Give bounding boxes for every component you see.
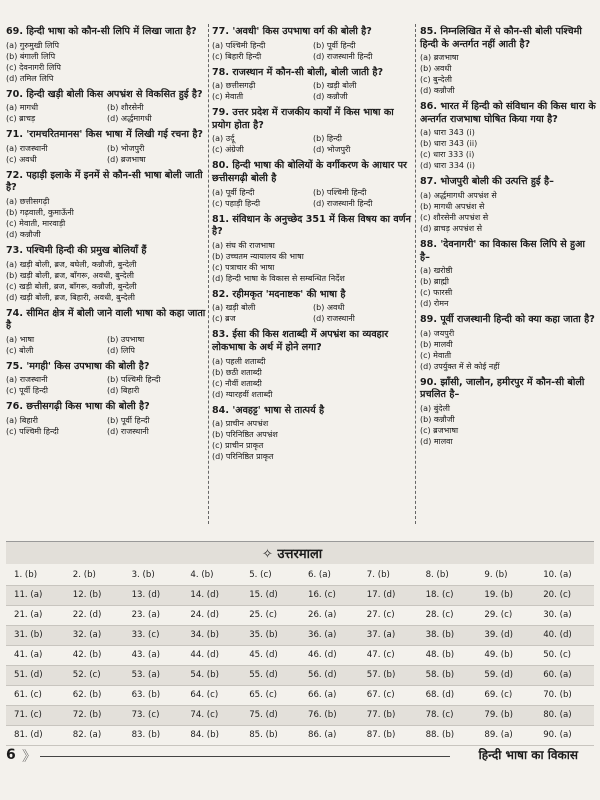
answer-cell: 87. (b) xyxy=(366,730,396,740)
answer-option: (a) संघ की राजभाषा xyxy=(212,240,275,250)
question-text: 86. भारत में हिन्दी को संविधान की किस धारा के अन्तर्गत राजभाषा घोषित किया गया है? xyxy=(420,101,596,125)
options-list xyxy=(212,356,412,400)
answer-cell: 65. (c) xyxy=(249,690,278,700)
options-list xyxy=(6,196,206,240)
answer-cell: 12. (b) xyxy=(72,590,102,600)
answer-option: (a) बिहारी xyxy=(6,415,38,425)
answer-cell: 80. (a) xyxy=(543,710,572,720)
page-footer xyxy=(0,740,600,800)
answer-option: (c) पूर्वी हिन्दी xyxy=(6,386,48,396)
answer-cell: 58. (b) xyxy=(425,670,455,680)
answer-cell: 29. (c) xyxy=(484,610,513,620)
answer-cell: 45. (d) xyxy=(249,650,278,660)
answer-cell: 55. (d) xyxy=(249,670,278,680)
answer-cell: 28. (c) xyxy=(425,610,454,620)
answer-option: (b) पश्चिमी हिन्दी xyxy=(107,375,161,385)
answer-cell: 68. (d) xyxy=(425,690,455,700)
answer-cell: 34. (b) xyxy=(190,630,219,640)
answer-cell: 79. (b) xyxy=(484,710,513,720)
answer-option: (c) ब्राचड़ xyxy=(6,114,36,124)
options-list xyxy=(6,259,206,303)
question-block xyxy=(6,89,206,125)
answer-option: (a) राजस्थानी xyxy=(6,375,48,385)
answer-cell: 13. (d) xyxy=(131,590,161,600)
page-number: 6 xyxy=(6,747,16,763)
answer-cell: 61. (c) xyxy=(14,690,42,700)
answer-option: (a) पश्चिमी हिन्दी xyxy=(212,40,266,50)
options-list xyxy=(6,374,206,396)
question-block xyxy=(6,361,206,397)
answer-option: (d) ब्रजभाषा xyxy=(107,154,146,164)
answer-option: (b) पश्चिमी हिन्दी xyxy=(313,187,367,197)
answer-option: (d) हिन्दी भाषा के विकास से सम्बन्धित निर्देश xyxy=(212,273,345,283)
answer-option: (a) जयपुरी xyxy=(420,328,455,338)
question-text: 69. हिन्दी भाषा को कौन-सी लिपि में लिखा जाता है? xyxy=(6,26,197,37)
answer-cell: 43. (a) xyxy=(131,650,160,660)
answer-option: (c) ब्रजभाषा xyxy=(420,425,459,435)
answer-option: (b) छठी शताब्दी xyxy=(212,367,262,377)
answer-option: (d) धारा 334 (i) xyxy=(420,161,476,171)
answer-cell: 26. (a) xyxy=(307,610,337,620)
options-list xyxy=(212,80,412,102)
question-text: 76. छत्तीसगढ़ी किस भाषा की बोली है? xyxy=(6,401,150,413)
answer-cell: 69. (c) xyxy=(484,690,513,700)
answer-cell: 49. (b) xyxy=(484,650,513,660)
answer-cell: 35. (b) xyxy=(249,630,278,640)
answer-option: (a) खरोष्ठी xyxy=(420,266,453,276)
answer-option: (a) अर्द्धमागधी अपभ्रंश से xyxy=(420,190,497,200)
answer-cell: 82. (a) xyxy=(72,730,102,740)
answer-cell: 9. (b) xyxy=(484,570,508,580)
options-list xyxy=(212,187,412,209)
answer-cell: 52. (c) xyxy=(72,670,101,680)
question-block xyxy=(420,101,598,171)
answer-option: (b) ब्राह्मी xyxy=(420,277,449,287)
answer-key-header xyxy=(6,541,594,564)
chevron-right-icon: 》 xyxy=(22,749,36,765)
answer-cell: 75. (d) xyxy=(249,710,278,720)
question-column-2 xyxy=(212,26,412,467)
answer-option: (b) हिन्दी xyxy=(313,134,342,144)
answer-cell: 22. (d) xyxy=(72,610,102,620)
question-text: 73. पश्चिमी हिन्दी की प्रमुख बोलियाँ हैं xyxy=(6,244,147,256)
question-block xyxy=(212,67,412,103)
answer-option: (d) खड़ी बोली, ब्रज, बिहारी, अवधी, बुन्देली xyxy=(6,292,135,302)
answer-cell: 70. (b) xyxy=(543,690,572,700)
answer-row xyxy=(6,646,594,666)
answer-option: (c) शौरसेनी अपभ्रंश से xyxy=(420,212,489,222)
answer-option: (d) ब्राचड़ अपभ्रंश से xyxy=(420,223,483,233)
answer-option: (a) पहली शताब्दी xyxy=(212,356,266,366)
footer-rule xyxy=(40,756,450,757)
answer-cell: 44. (d) xyxy=(190,650,219,660)
answer-option: (b) परिनिष्ठित अपभ्रंश xyxy=(212,430,278,440)
question-text: 79. उत्तर प्रदेश में राजकीय कार्यों में किस भाषा का प्रयोग होता है? xyxy=(212,107,394,131)
column-divider xyxy=(415,24,416,524)
question-column-3 xyxy=(420,26,598,452)
answer-cell: 64. (c) xyxy=(190,690,219,700)
options-list xyxy=(6,143,206,165)
question-block xyxy=(420,314,598,372)
book-title: हिन्दी भाषा का विकास xyxy=(478,748,578,762)
answer-row xyxy=(6,626,594,646)
answer-option: (a) बुंदेली xyxy=(420,403,450,413)
options-list xyxy=(420,127,598,171)
answer-option: (d) राजस्थानी हिन्दी xyxy=(313,51,373,61)
answer-option: (a) छत्तीसगढ़ी xyxy=(6,196,50,206)
answer-cell: 16. (c) xyxy=(307,590,336,600)
answer-cell: 62. (b) xyxy=(72,690,102,700)
question-text: 89. पूर्वी राजस्थानी हिन्दी को क्या कहा जाता है? xyxy=(420,314,595,326)
answer-option: (c) बुन्देली xyxy=(420,75,452,85)
answer-option: (c) देवनागरी लिपि xyxy=(6,62,61,72)
answer-cell: 23. (a) xyxy=(131,610,160,620)
question-text: 77. 'अवधी' किस उपभाषा वर्ग की बोली है? xyxy=(212,26,372,37)
answer-cell: 31. (b) xyxy=(14,630,43,640)
answer-option: (b) उच्चतम न्यायालय की भाषा xyxy=(212,251,304,261)
answer-option: (b) मालवी xyxy=(420,339,453,349)
answer-option: (d) राजस्थानी xyxy=(107,426,149,436)
question-block xyxy=(212,107,412,155)
answer-cell: 89. (a) xyxy=(484,730,513,740)
answer-option: (c) अंग्रेजी xyxy=(212,145,244,155)
answer-cell: 57. (b) xyxy=(366,670,396,680)
answer-option: (c) ब्रज xyxy=(212,314,236,324)
options-list xyxy=(420,328,598,372)
answer-option: (d) भोजपुरी xyxy=(313,145,351,155)
question-text: 78. राजस्थान में कौन-सी बोली, बोली जाती है? xyxy=(212,66,384,78)
answer-option: (c) अवधी xyxy=(6,154,37,164)
answer-cell: 25. (c) xyxy=(249,610,278,620)
answer-cell: 40. (d) xyxy=(543,630,572,640)
answer-cell: 83. (b) xyxy=(131,730,161,740)
answer-option: (c) मेवाती, मारवाड़ी xyxy=(6,218,66,228)
answer-option: (b) पूर्वी हिन्दी xyxy=(107,415,150,425)
question-text: 82. रहीमकृत 'मदनाष्टक' की भाषा है xyxy=(212,288,346,300)
answer-option: (a) भाषा xyxy=(6,334,35,344)
answer-option: (b) अवधी xyxy=(313,303,345,313)
answer-option: (c) प्राचीन प्राकृत xyxy=(212,441,264,451)
answer-cell: 42. (b) xyxy=(72,650,102,660)
question-block xyxy=(212,160,412,208)
answer-option: (d) मालवा xyxy=(420,436,453,446)
answer-cell: 17. (d) xyxy=(366,590,396,600)
answer-cell: 51. (d) xyxy=(14,670,43,680)
answer-cell: 24. (d) xyxy=(190,610,219,620)
answer-cell: 20. (c) xyxy=(543,590,572,600)
options-list xyxy=(6,415,206,437)
answer-cell: 90. (a) xyxy=(543,730,572,740)
answer-cell: 27. (c) xyxy=(366,610,395,620)
question-text: 81. संविधान के अनुच्छेद 351 में किस विषय का वर्णन है? xyxy=(212,213,411,238)
answer-cell: 86. (a) xyxy=(307,730,337,740)
answer-cell: 78. (c) xyxy=(425,710,454,720)
options-list xyxy=(212,418,412,462)
answer-option: (a) धारा 343 (i) xyxy=(420,128,475,138)
answer-cell: 11. (a) xyxy=(14,590,43,600)
answer-cell: 39. (d) xyxy=(484,630,513,640)
options-list xyxy=(6,102,206,124)
answer-key-title: ✧ उत्तरमाला xyxy=(262,547,323,562)
answer-option: (d) उपर्युक्त में से कोई नहीं xyxy=(420,361,500,371)
answer-cell: 56. (d) xyxy=(307,670,337,680)
answer-cell: 3. (b) xyxy=(131,570,155,580)
answer-option: (b) गढ़वाली, कुमाऊँनी xyxy=(6,207,74,217)
answer-cell: 33. (c) xyxy=(131,630,160,640)
answer-option: (c) पहाड़ी हिन्दी xyxy=(212,198,261,208)
options-list xyxy=(212,40,412,62)
answer-cell: 77. (b) xyxy=(366,710,396,720)
answer-cell: 6. (a) xyxy=(307,570,331,580)
options-list xyxy=(212,133,412,155)
options-list xyxy=(6,40,206,84)
answer-option: (d) अर्द्धमागधी xyxy=(107,114,152,124)
question-text: 80. हिन्दी भाषा की बोलियों के वर्गीकरण के आधार पर छत्तीसगढ़ी बोली है xyxy=(212,160,407,184)
question-text: 75. 'मगही' किस उपभाषा की बोली है? xyxy=(6,360,150,372)
answer-cell: 47. (c) xyxy=(366,650,395,660)
answer-option: (b) धारा 343 (ii) xyxy=(420,139,478,149)
answer-option: (b) भोजपुरी xyxy=(107,143,145,153)
answer-cell: 85. (b) xyxy=(249,730,278,740)
answer-option: (b) खड़ी बोली xyxy=(313,81,357,91)
question-block xyxy=(212,405,412,463)
answer-option: (d) ग्यारहवीं शताब्दी xyxy=(212,389,273,399)
options-list xyxy=(420,52,598,96)
answer-option: (b) अवधी xyxy=(420,64,452,74)
options-list xyxy=(420,265,598,309)
answer-cell: 63. (b) xyxy=(131,690,161,700)
answer-option: (d) राजस्थानी हिन्दी xyxy=(313,198,373,208)
answer-option: (d) कन्नौजी xyxy=(420,86,455,96)
answer-option: (a) उर्दू xyxy=(212,134,235,144)
answer-row xyxy=(6,666,594,686)
answer-option: (b) कन्नौजी xyxy=(420,414,455,424)
answer-cell: 30. (a) xyxy=(543,610,572,620)
answer-cell: 84. (b) xyxy=(190,730,219,740)
answer-cell: 54. (b) xyxy=(190,670,219,680)
answer-option: (c) बिहारी हिन्दी xyxy=(212,51,262,61)
answer-cell: 32. (a) xyxy=(72,630,102,640)
answer-cell: 15. (d) xyxy=(249,590,278,600)
answer-option: (a) ब्रजभाषा xyxy=(420,53,459,63)
answer-row xyxy=(6,586,594,606)
question-block xyxy=(6,129,206,165)
answer-cell: 72. (b) xyxy=(72,710,102,720)
options-list xyxy=(6,334,206,356)
question-block xyxy=(6,401,206,437)
answer-cell: 14. (d) xyxy=(190,590,219,600)
answer-cell: 59. (d) xyxy=(484,670,513,680)
question-block xyxy=(6,170,206,240)
answer-option: (c) पत्राचार की भाषा xyxy=(212,262,275,272)
options-list xyxy=(420,190,598,234)
answer-option: (a) खड़ी बोली, ब्रज, बघेली, कन्नौजी, बुन्देली xyxy=(6,259,137,269)
answer-cell: 88. (b) xyxy=(425,730,455,740)
question-text: 74. सीमित क्षेत्र में बोली जाने वाली भाषा को कहा जाता है xyxy=(6,307,206,332)
question-text: 88. 'देवनागरी' का विकास किस लिपि से हुआ है– xyxy=(420,238,585,263)
question-block xyxy=(212,214,412,284)
answer-option: (b) उपभाषा xyxy=(107,334,145,344)
answer-row xyxy=(6,706,594,726)
answer-cell: 53. (a) xyxy=(131,670,160,680)
answer-option: (c) मेवाती xyxy=(212,92,244,102)
answer-option: (b) मागधी अपभ्रंश से xyxy=(420,201,485,211)
answer-option: (c) मेवाती xyxy=(420,350,452,360)
answer-cell: 2. (b) xyxy=(72,570,96,580)
answer-option: (c) धारा 333 (i) xyxy=(420,150,475,160)
answer-option: (a) छत्तीसगढ़ी xyxy=(212,81,256,91)
question-column-1 xyxy=(6,26,206,442)
answer-option: (a) गुरुमुखी लिपि xyxy=(6,40,60,50)
answer-option: (c) पश्चिमी हिन्दी xyxy=(6,426,59,436)
options-list xyxy=(420,403,598,447)
question-block xyxy=(212,289,412,325)
question-text: 70. हिन्दी खड़ी बोली किस अपभ्रंश से विकसित हुई है? xyxy=(6,88,203,100)
answer-cell: 7. (b) xyxy=(366,570,390,580)
answer-option: (a) मागधी xyxy=(6,103,39,113)
question-block xyxy=(420,26,598,96)
answer-cell: 8. (b) xyxy=(425,570,449,580)
question-text: 83. ईसा की किस शताब्दी में अपभ्रंश का व्यवहार लोकभाषा के अर्थ में होने लगा? xyxy=(212,329,389,353)
answer-option: (a) राजस्थानी xyxy=(6,143,48,153)
answer-option: (c) नौवीं शताब्दी xyxy=(212,378,262,388)
answer-cell: 48. (b) xyxy=(425,650,455,660)
question-text: 71. 'रामचरितमानस' किस भाषा में लिखी गई रचना है? xyxy=(6,129,203,141)
answer-option: (b) पूर्वी हिन्दी xyxy=(313,40,356,50)
question-block xyxy=(6,308,206,356)
answer-cell: 36. (a) xyxy=(307,630,337,640)
question-text: 90. झाँसी, जालौन, हमीरपुर में कौन-सी बोली प्रचलित है– xyxy=(420,376,585,401)
answer-cell: 1. (b) xyxy=(14,570,38,580)
question-block xyxy=(6,245,206,303)
answer-cell: 46. (d) xyxy=(307,650,337,660)
question-text: 87. भोजपुरी बोली की उत्पत्ति हुई है– xyxy=(420,176,554,188)
answer-cell: 81. (d) xyxy=(14,730,43,740)
answer-option: (d) परिनिष्ठित प्राकृत xyxy=(212,452,274,462)
answer-cell: 19. (b) xyxy=(484,590,513,600)
answer-option: (d) बिहारी xyxy=(107,386,140,396)
answer-cell: 4. (b) xyxy=(190,570,214,580)
answer-row xyxy=(6,606,594,626)
question-block xyxy=(212,329,412,399)
answer-cell: 67. (c) xyxy=(366,690,395,700)
question-block xyxy=(420,239,598,309)
answer-cell: 5. (c) xyxy=(249,570,272,580)
answer-cell: 71. (c) xyxy=(14,710,42,720)
answer-row xyxy=(6,686,594,706)
answer-option: (b) खड़ी बोली, ब्रज, बाँगरू, अवधी, बुन्देली xyxy=(6,270,134,280)
answer-cell: 10. (a) xyxy=(543,570,572,580)
answer-cell: 50. (c) xyxy=(543,650,572,660)
answer-option: (b) बंगाली लिपि xyxy=(6,51,56,61)
options-list xyxy=(212,240,412,284)
answer-row xyxy=(6,566,594,586)
answer-option: (b) शौरसेनी xyxy=(107,103,144,113)
answer-option: (d) तमिल लिपि xyxy=(6,73,54,83)
question-text: 84. 'अवहट्ट' भाषा से तात्पर्य है xyxy=(212,404,325,416)
answer-cell: 76. (b) xyxy=(307,710,337,720)
answer-cell: 18. (c) xyxy=(425,590,454,600)
question-text: 85. निम्नलिखित में से कौन-सी बोली पश्चिमी हिन्दी के अन्तर्गत नहीं आती है? xyxy=(420,26,582,50)
answer-option: (c) बोली xyxy=(6,345,34,355)
answer-key-grid xyxy=(6,566,594,746)
answer-option: (a) प्राचीन अपभ्रंश xyxy=(212,419,269,429)
answer-option: (d) कन्नौजी xyxy=(313,92,348,102)
answer-cell: 60. (a) xyxy=(543,670,572,680)
question-block xyxy=(6,26,206,84)
answer-option: (d) लिपि xyxy=(107,345,135,355)
answer-option: (d) कन्नौजी xyxy=(6,229,41,239)
question-block xyxy=(420,377,598,447)
question-block xyxy=(212,26,412,62)
answer-cell: 38. (b) xyxy=(425,630,455,640)
answer-cell: 73. (c) xyxy=(131,710,160,720)
answer-cell: 74. (c) xyxy=(190,710,219,720)
answer-option: (d) राजस्थानी xyxy=(313,314,355,324)
column-divider xyxy=(208,24,209,524)
answer-cell: 21. (a) xyxy=(14,610,43,620)
question-block xyxy=(420,176,598,234)
options-list xyxy=(212,302,412,324)
answer-option: (a) पूर्वी हिन्दी xyxy=(212,187,255,197)
answer-cell: 37. (a) xyxy=(366,630,396,640)
question-text: 72. पहाड़ी इलाके में इनमें से कौन-सी भाषा बोली जाती है? xyxy=(6,169,203,194)
answer-option: (d) रोमन xyxy=(420,299,449,309)
answer-option: (c) खड़ी बोली, ब्रज, बाँगरू, कन्नौजी, बुन्देली xyxy=(6,281,137,291)
answer-cell: 41. (a) xyxy=(14,650,43,660)
answer-cell: 66. (a) xyxy=(307,690,337,700)
answer-option: (a) खड़ी बोली xyxy=(212,303,256,313)
answer-option: (c) फारसी xyxy=(420,288,453,298)
